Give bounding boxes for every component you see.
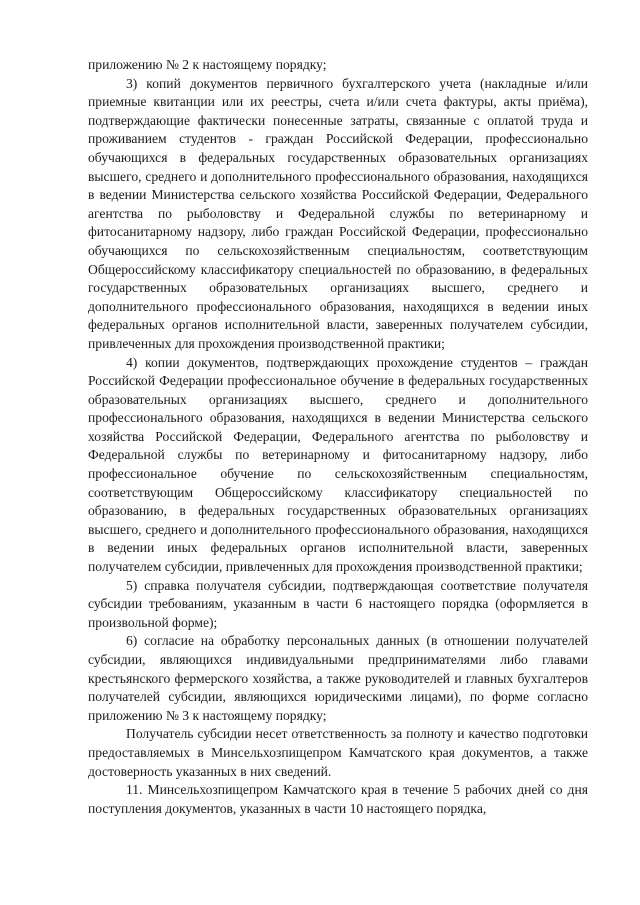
paragraph-section-11: 11. Минсельхозпищепром Камчатского края в течение 5 рабочих дней со дня поступления документов, указанных в части 10 настоящего порядка,: [88, 782, 588, 816]
paragraph-item-4: 4) копии документов, подтверждающих прохождение студентов – граждан Российской Федерации профессиональное обучение в федеральных государственных образовательных организациях высшего, среднего и дополнительного профессионального образования, находящихся в ведении Министерства сельского хозяйства Российской Федерации, Федерального агентства по рыболовству и Федеральной службы по ветеринарному и фитосанитарному надзору, либо профессиональное обучение по сельскохозяйственным специальностям, соответствующим Общероссийскому классификатору специальностей по образованию, в федеральных государственных образовательных организациях высшего, среднего и дополнительного профессионального образования, находящихся в ведении иных федеральных органов исполнительной власти, заверенных получателем субсидии, привлеченных для прохождения производственной практики;: [88, 354, 588, 575]
document-body: [88, 56, 588, 818]
paragraph-responsibility: Получатель субсидии несет ответственность за полноту и качество подготовки предоставляемых в Минсельхозпищепром Камчатского края документов, а также достоверность указанных в них сведений.: [88, 726, 588, 779]
paragraph-item-5: 5) справка получателя субсидии, подтверждающая соответствие получателя субсидии требованиям, указанным в части 6 настоящего порядка (оформляется в произвольной форме);: [88, 577, 588, 630]
paragraph-item-3: 3) копий документов первичного бухгалтерского учета (накладные и/или приемные квитанции или их реестры, счета и/или счета фактуры, акты приёма), подтверждающие фактически понесенные затраты, связанные с оплатой труда и проживанием студентов - граждан Российской Федерации, профессионально обучающихся в федеральных государственных образовательных организациях высшего, среднего и дополнительного профессионального образования, находящихся в ведении Министерства сельского хозяйства Российской Федерации, Федерального агентства по рыболовству и Федеральной службы по ветеринарному и фитосанитарному надзору, либо граждан Российской Федерации, профессионально обучающихся по сельскохозяйственным специальностям, соответствующим Общероссийскому классификатору специальностей по образованию, в федеральных государственных образовательных организациях высшего, среднего и дополнительного профессионального образования, находящихся в ведении иных федеральных органов исполнительной власти, заверенных получателем субсидии, привлеченных для прохождения производственной практики;: [88, 75, 588, 351]
paragraph-item-6: 6) согласие на обработку персональных данных (в отношении получателей субсидии, являющихся индивидуальными предпринимателями либо главами крестьянского фермерского хозяйства, а также руководителей и главных бухгалтеров получателей субсидии, являющихся юридическими лицами), по форме согласно приложению № 3 к настоящему порядку;: [88, 633, 588, 723]
paragraph-continuation: приложению № 2 к настоящему порядку;: [88, 57, 327, 72]
